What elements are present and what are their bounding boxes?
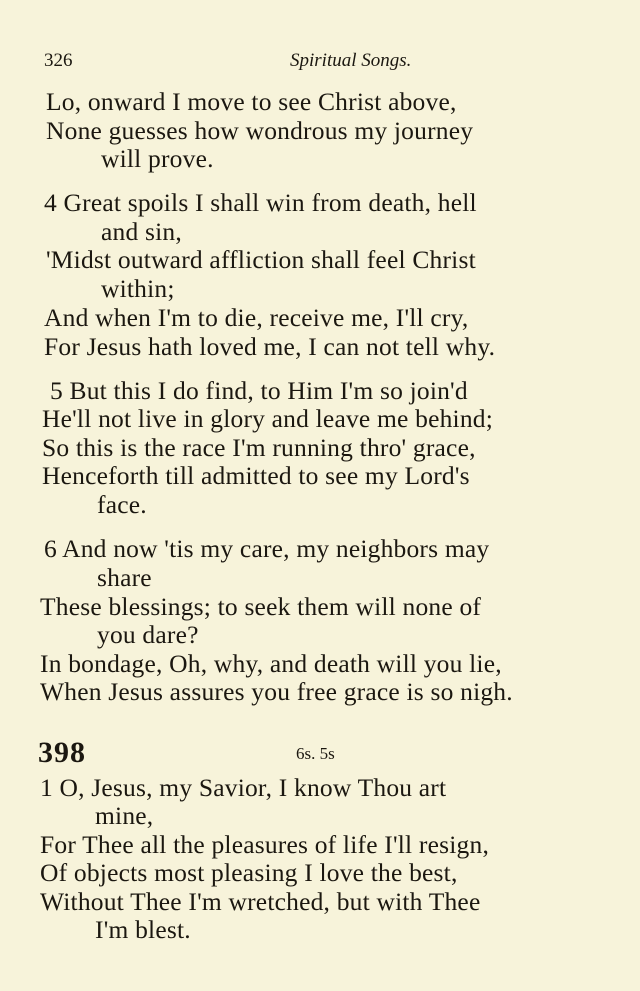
- verse-line: For Jesus hath loved me, I can not tell why.: [44, 332, 496, 361]
- verse-line: 4 Great spoils I shall win from death, hell: [44, 188, 477, 217]
- verse-line: and sin,: [101, 217, 182, 246]
- verse-line: 1 O, Jesus, my Savior, I know Thou art: [40, 773, 447, 802]
- verse-line: And when I'm to die, receive me, I'll cry,: [44, 303, 469, 332]
- verse-line: Of objects most pleasing I love the best,: [40, 858, 458, 887]
- verse-line: So this is the race I'm running thro' grace,: [42, 433, 476, 462]
- verse-line: Henceforth till admitted to see my Lord's: [42, 461, 470, 490]
- verse-line: He'll not live in glory and leave me behind;: [42, 404, 494, 433]
- verse-line: For Thee all the pleasures of life I'll resign,: [40, 830, 490, 859]
- verse-line: When Jesus assures you free grace is so nigh.: [40, 677, 513, 706]
- verse-line: I'm blest.: [95, 915, 191, 944]
- verse-line: 6 And now 'tis my care, my neighbors may: [44, 534, 490, 563]
- verse-line: share: [97, 563, 152, 592]
- verse-line: In bondage, Oh, why, and death will you lie,: [40, 649, 502, 678]
- hymn-meter: 6s. 5s: [296, 744, 335, 763]
- verse-line: face.: [97, 490, 147, 519]
- verse-line: 'Midst outward affliction shall feel Christ: [46, 245, 476, 274]
- page-header: [44, 50, 604, 74]
- hymn-number: 398: [38, 736, 86, 769]
- verse-line: mine,: [95, 801, 154, 830]
- verse-line: 5 But this I do find, to Him I'm so join'd: [50, 376, 468, 405]
- verse-line: Lo, onward I move to see Christ above,: [46, 87, 457, 116]
- verse-line: Without Thee I'm wretched, but with Thee: [40, 887, 481, 916]
- verse-line: These blessings; to seek them will none of: [40, 592, 482, 621]
- verse-line: within;: [101, 274, 175, 303]
- page-number: 326: [44, 50, 73, 71]
- running-title: Spiritual Songs.: [290, 50, 412, 71]
- verse-line: will prove.: [101, 144, 214, 173]
- verse-line: None guesses how wondrous my journey: [46, 116, 474, 145]
- verse-line: you dare?: [97, 620, 199, 649]
